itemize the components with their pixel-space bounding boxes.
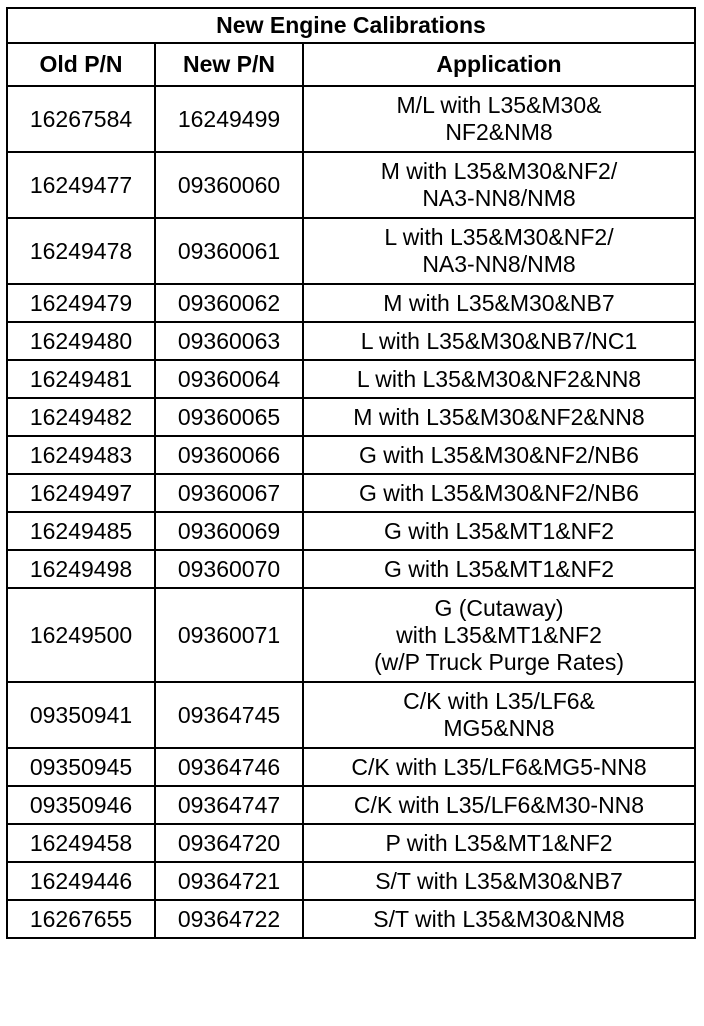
table-row <box>7 360 695 398</box>
application-line: NA3-NN8/NM8 <box>422 251 576 277</box>
table-row <box>7 284 695 322</box>
table-row <box>7 862 695 900</box>
application-cell <box>303 322 695 360</box>
old-pn-cell: 16249483 <box>7 436 155 474</box>
new-pn-cell: 09360063 <box>155 322 303 360</box>
application-cell <box>303 398 695 436</box>
application-line: M with L35&M30&NF2/ <box>380 158 618 184</box>
old-pn-cell: 16249480 <box>7 322 155 360</box>
application-cell <box>303 588 695 682</box>
column-header-old-pn: Old P/N <box>7 43 155 86</box>
new-pn-cell: 09360067 <box>155 474 303 512</box>
old-pn-cell: 16249482 <box>7 398 155 436</box>
old-pn-cell: 16249446 <box>7 862 155 900</box>
table-row <box>7 682 695 748</box>
application-line: L with L35&M30&NF2/ <box>384 224 614 250</box>
application-cell <box>303 218 695 284</box>
table-title: New Engine Calibrations <box>7 8 695 43</box>
old-pn-cell: 16249477 <box>7 152 155 218</box>
new-pn-cell: 09360071 <box>155 588 303 682</box>
application-cell <box>303 284 695 322</box>
application-cell <box>303 824 695 862</box>
application-cell <box>303 900 695 938</box>
application-line: M with L35&M30&NB7 <box>383 289 615 316</box>
table-body <box>7 86 695 938</box>
new-pn-cell: 09360061 <box>155 218 303 284</box>
application-line: P with L35&MT1&NF2 <box>385 829 613 856</box>
application-line: G (Cutaway) <box>434 594 564 621</box>
table-row <box>7 152 695 218</box>
new-pn-cell: 09364720 <box>155 824 303 862</box>
old-pn-cell: 16249479 <box>7 284 155 322</box>
application-line: NA3-NN8/NM8 <box>422 185 576 211</box>
application-line: M/L with L35&M30& <box>396 92 602 118</box>
old-pn-cell: 16249481 <box>7 360 155 398</box>
application-line: L with L35&M30&NB7/NC1 <box>360 327 638 354</box>
table-title-row <box>7 8 695 43</box>
application-cell <box>303 682 695 748</box>
calibration-table <box>6 7 696 939</box>
application-line: G with L35&MT1&NF2 <box>383 517 615 544</box>
old-pn-cell: 16249497 <box>7 474 155 512</box>
column-header-new-pn: New P/N <box>155 43 303 86</box>
application-cell <box>303 512 695 550</box>
calibration-table-wrapper <box>6 7 694 939</box>
application-cell <box>303 436 695 474</box>
table-header-row <box>7 43 695 86</box>
new-pn-cell: 09360066 <box>155 436 303 474</box>
new-pn-cell: 09360064 <box>155 360 303 398</box>
application-line: NF2&NM8 <box>445 119 553 145</box>
application-line: G with L35&M30&NF2/NB6 <box>359 441 639 468</box>
table-row <box>7 322 695 360</box>
old-pn-cell: 09350946 <box>7 786 155 824</box>
application-line: S/T with L35&M30&NB7 <box>375 867 623 894</box>
application-cell <box>303 474 695 512</box>
table-row <box>7 550 695 588</box>
application-cell <box>303 748 695 786</box>
old-pn-cell: 09350941 <box>7 682 155 748</box>
table-row <box>7 748 695 786</box>
new-pn-cell: 09364745 <box>155 682 303 748</box>
table-row <box>7 588 695 682</box>
application-line: G with L35&M30&NF2/NB6 <box>359 479 639 506</box>
new-pn-cell: 09364746 <box>155 748 303 786</box>
application-line: L with L35&M30&NF2&NN8 <box>356 365 642 392</box>
old-pn-cell: 16249500 <box>7 588 155 682</box>
table-row <box>7 218 695 284</box>
column-header-application: Application <box>303 43 695 86</box>
table-row <box>7 436 695 474</box>
old-pn-cell: 16249485 <box>7 512 155 550</box>
application-line: S/T with L35&M30&NM8 <box>373 905 625 932</box>
new-pn-cell: 09364721 <box>155 862 303 900</box>
application-cell <box>303 360 695 398</box>
new-pn-cell: 09360070 <box>155 550 303 588</box>
table-row <box>7 512 695 550</box>
old-pn-cell: 16249458 <box>7 824 155 862</box>
application-cell <box>303 862 695 900</box>
old-pn-cell: 16267584 <box>7 86 155 152</box>
new-pn-cell: 16249499 <box>155 86 303 152</box>
new-pn-cell: 09360065 <box>155 398 303 436</box>
application-line: C/K with L35/LF6&MG5-NN8 <box>351 753 647 780</box>
application-cell <box>303 86 695 152</box>
new-pn-cell: 09364722 <box>155 900 303 938</box>
application-cell <box>303 786 695 824</box>
application-line: M with L35&M30&NF2&NN8 <box>353 403 645 430</box>
application-line: C/K with L35/LF6& <box>403 688 595 714</box>
new-pn-cell: 09360069 <box>155 512 303 550</box>
table-row <box>7 786 695 824</box>
new-pn-cell: 09360060 <box>155 152 303 218</box>
old-pn-cell: 16249498 <box>7 550 155 588</box>
new-pn-cell: 09360062 <box>155 284 303 322</box>
old-pn-cell: 16249478 <box>7 218 155 284</box>
new-pn-cell: 09364747 <box>155 786 303 824</box>
table-row <box>7 474 695 512</box>
application-cell <box>303 550 695 588</box>
application-cell <box>303 152 695 218</box>
table-row <box>7 900 695 938</box>
table-row <box>7 86 695 152</box>
old-pn-cell: 09350945 <box>7 748 155 786</box>
table-row <box>7 824 695 862</box>
application-line: MG5&NN8 <box>443 715 555 741</box>
old-pn-cell: 16267655 <box>7 900 155 938</box>
table-row <box>7 398 695 436</box>
application-line: (w/P Truck Purge Rates) <box>373 648 625 675</box>
application-line: C/K with L35/LF6&M30-NN8 <box>353 791 645 818</box>
application-line: with L35&MT1&NF2 <box>396 621 602 648</box>
application-line: G with L35&MT1&NF2 <box>383 555 615 582</box>
